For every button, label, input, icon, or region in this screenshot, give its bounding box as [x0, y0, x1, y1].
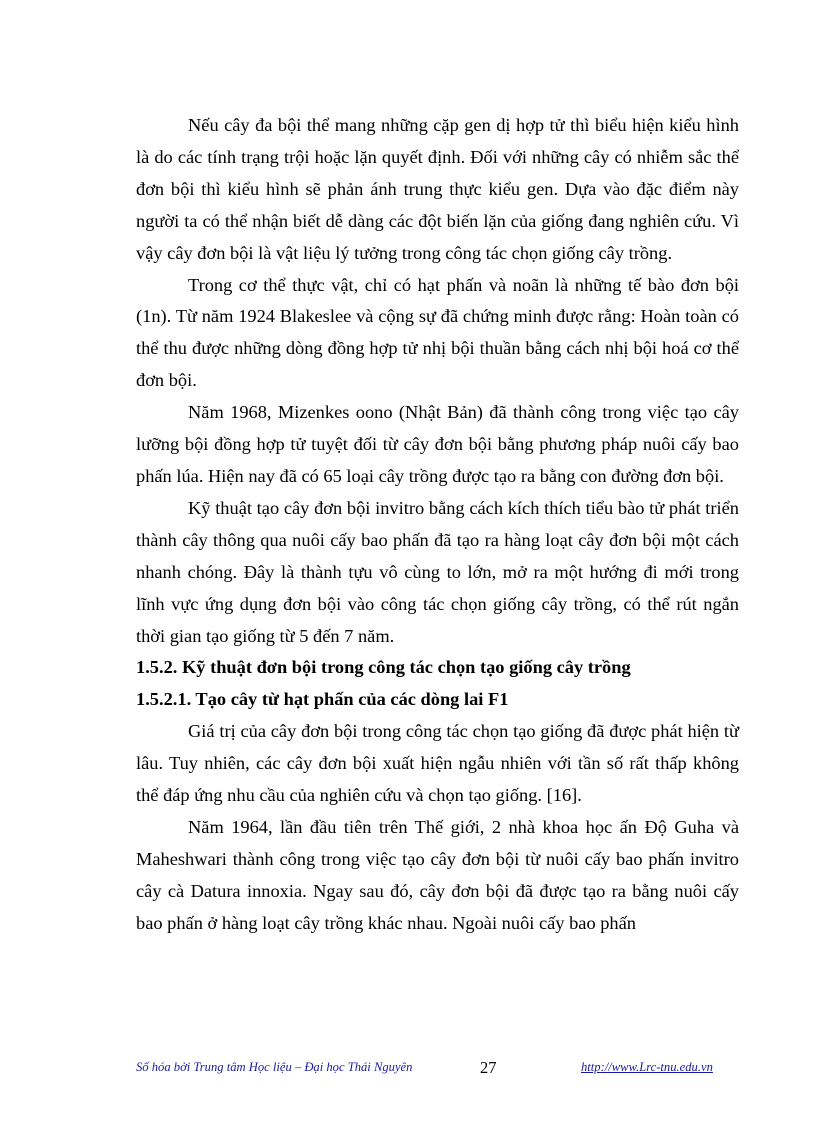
paragraph-4: Kỹ thuật tạo cây đơn bội invitro bằng cách kích thích tiểu bào tử phát triển thành cây thông qua nuôi cấy bao phấn đã tạo ra hàng loạt cây đơn bội một cách nhanh chóng. Đây là thành tựu vô cùng to lớn, mở ra một hướng đi mới trong lĩnh vực ứng dụng đơn bội vào công tác chọn giống cây trồng, có thể rút ngắn thời gian tạo giống từ 5 đến 7 năm. [136, 497, 739, 646]
paragraph-2: Trong cơ thể thực vật, chỉ có hạt phấn và noãn là những tế bào đơn bội (1n). Từ năm 1924 Blakeslee và cộng sự đã chứng minh được rằng: Hoàn toàn có thể thu được những dòng đồng hợp tử nhị bội thuần bằng cách nhị bội hoá cơ thể đơn bội. [136, 274, 739, 391]
subsection-heading-1-5-2-1: 1.5.2.1. Tạo cây từ hạt phấn của các dòng lai F1 [136, 689, 509, 710]
footer-source: Số hóa bởi Trung tâm Học liệu – Đại học Thái Nguyên [136, 1060, 413, 1074]
section-heading-1-5-2: 1.5.2. Kỹ thuật đơn bội trong công tác chọn tạo giống cây trồng [136, 657, 631, 678]
page-footer [136, 1058, 739, 1080]
footer-link[interactable]: http://www.Lrc-tnu.edu.vn [581, 1060, 713, 1074]
body-text [136, 110, 739, 940]
paragraph-3: Năm 1968, Mizenkes oono (Nhật Bản) đã thành công trong việc tạo cây lưỡng bội đồng hợp tử tuyệt đối từ cây đơn bội bằng phương pháp nuôi cấy bao phấn lúa. Hiện nay đã có 65 loại cây trồng được tạo ra bằng con đường đơn bội. [136, 402, 739, 486]
page-number: 27 [480, 1058, 497, 1077]
paragraph-5: Giá trị của cây đơn bội trong công tác chọn tạo giống đã được phát hiện từ lâu. Tuy nhiên, các cây đơn bội xuất hiện ngẫu nhiên với tần số rất thấp không thể đáp ứng nhu cầu của nghiên cứu và chọn tạo giống. [16]. [136, 721, 739, 806]
paragraph-6: Năm 1964, lần đầu tiên trên Thế giới, 2 nhà khoa học ấn Độ Guha và Maheshwari thành công trong việc tạo cây đơn bội từ nuôi cấy bao phấn invitro cây cà Datura innoxia. Ngay sau đó, cây đơn bội đã được tạo ra bằng nuôi cấy bao phấn ở hàng loạt cây trồng khác nhau. Ngoài nuôi cấy bao phấn [136, 816, 739, 933]
paragraph-1: Nếu cây đa bội thể mang những cặp gen dị hợp tử thì biểu hiện kiểu hình là do các tính trạng trội hoặc lặn quyết định. Đối với những cây có nhiễm sắc thể đơn bội thì kiểu hình sẽ phản ánh trung thực kiểu gen. Dựa vào đặc điểm này người ta có thể nhận biết dễ dàng các đột biến lặn của giống đang nghiên cứu. Vì vậy cây đơn bội là vật liệu lý tưởng trong công tác chọn giống cây trồng. [136, 115, 739, 263]
